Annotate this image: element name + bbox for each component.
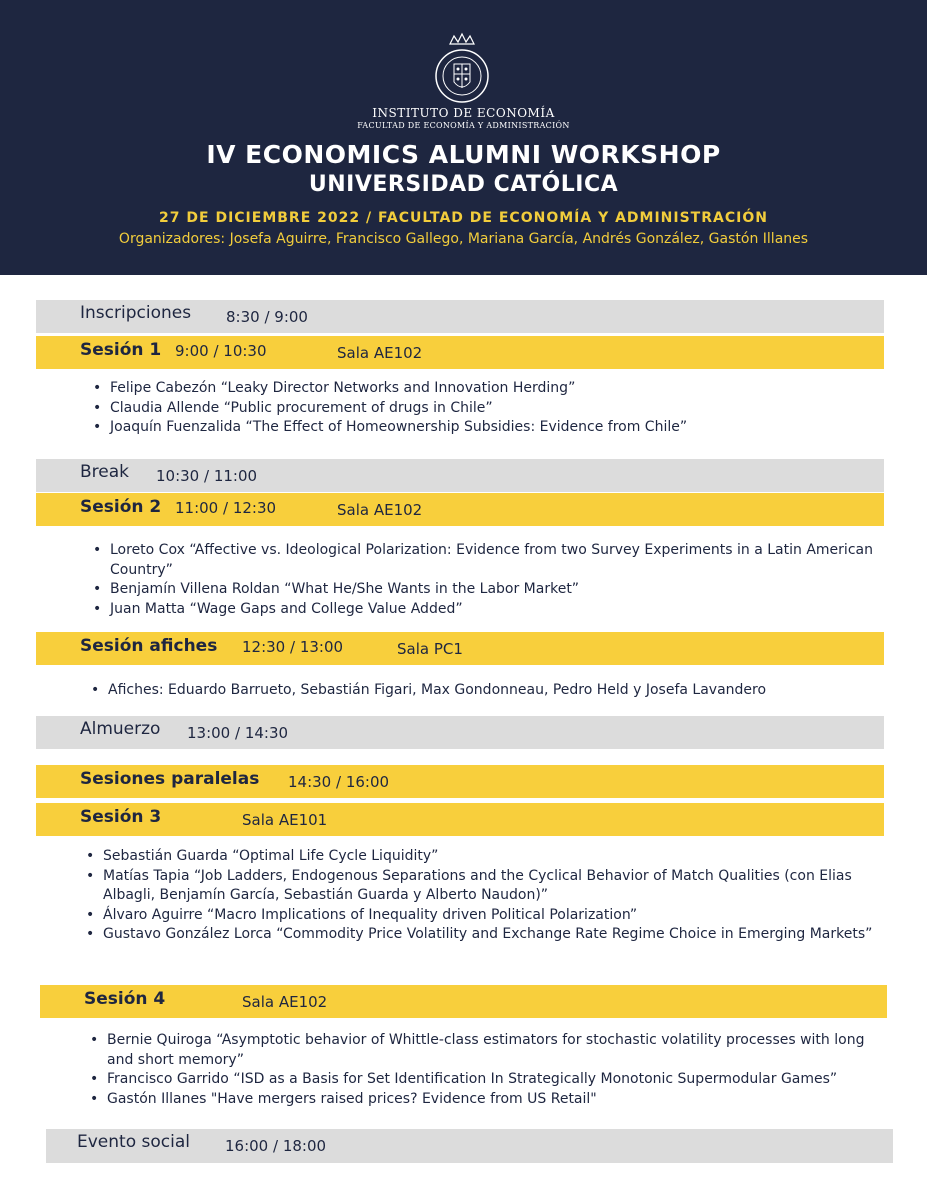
evento-social-bar: [46, 1129, 893, 1163]
list-item: • Afiches: Eduardo Barrueto, Sebastián Figari, Max Gondonneau, Pedro Held y Josefa Lavandero: [91, 682, 767, 698]
sesion1-talks: [85, 379, 885, 438]
list-item: • Matías Tapia “Job Ladders, Endogenous Separations and the Cyclical Behavior of Match Qualities (con Elias Albagli, Benjamín García, Sebastián Guarda y Alberto Naudon)”: [86, 867, 852, 903]
sesion3-room: Sala AE101: [242, 811, 328, 829]
event-title: IV ECONOMICS ALUMNI WORKSHOP: [206, 140, 721, 169]
university-seal-icon: [432, 30, 492, 110]
sesion2-room: Sala AE102: [337, 501, 423, 519]
inscripciones-time: 8:30 / 9:00: [226, 308, 308, 326]
sesion1-bar: [36, 336, 884, 369]
list-item: • Claudia Allende “Public procurement of drugs in Chile”: [93, 399, 493, 416]
sesion1-time: 9:00 / 10:30: [175, 342, 267, 360]
afiches-label: Sesión afiches: [80, 636, 218, 656]
paralelas-time: 14:30 / 16:00: [288, 773, 390, 791]
sesion4-label: Sesión 4: [84, 989, 166, 1009]
list-item: • Gastón Illanes "Have mergers raised prices? Evidence from US Retail": [90, 1090, 597, 1107]
sesion4-room: Sala AE102: [242, 993, 328, 1011]
evento-social-label: Evento social: [77, 1132, 190, 1152]
sesion3-talks: [78, 847, 886, 945]
afiches-bar: [36, 632, 884, 665]
list-item: • Loreto Cox “Affective vs. Ideological Polarization: Evidence from two Survey Experiments in a Latin American Country”: [93, 542, 873, 578]
list-item: • Sebastián Guarda “Optimal Life Cycle Liquidity”: [86, 848, 439, 864]
afiches-room: Sala PC1: [397, 640, 463, 658]
break-time: 10:30 / 11:00: [156, 467, 258, 485]
break-label: Break: [80, 462, 129, 482]
break-bar: [36, 459, 884, 492]
sesion4-bar: [40, 985, 887, 1018]
sesion1-label: Sesión 1: [80, 340, 162, 360]
almuerzo-bar: [36, 716, 884, 749]
institution-name: INSTITUTO DE ECONOMÍA: [372, 106, 555, 120]
sesion2-label: Sesión 2: [80, 497, 162, 517]
inscripciones-label: Inscripciones: [80, 303, 192, 323]
header-banner: [0, 0, 927, 275]
list-item: • Felipe Cabezón “Leaky Director Networks and Innovation Herding”: [93, 380, 576, 396]
sesion2-bar: [36, 493, 884, 526]
paralelas-bar: [36, 765, 884, 798]
sesion3-bar: [36, 803, 884, 836]
list-item: • Álvaro Aguirre “Macro Implications of Inequality driven Political Polarization”: [86, 906, 638, 923]
list-item: • Joaquín Fuenzalida “The Effect of Homeownership Subsidies: Evidence from Chile”: [93, 419, 688, 435]
almuerzo-label: Almuerzo: [80, 719, 161, 739]
sesion1-room: Sala AE102: [337, 344, 423, 362]
list-item: • Juan Matta “Wage Gaps and College Value Added”: [93, 600, 463, 617]
sesion3-label: Sesión 3: [80, 807, 162, 827]
faculty-name: FACULTAD DE ECONOMÍA Y ADMINISTRACIÓN: [357, 121, 570, 130]
inscripciones-bar: [36, 300, 884, 333]
organizers: Organizadores: Josefa Aguirre, Francisco Gallego, Mariana García, Andrés González, Gastón Illanes: [118, 231, 809, 247]
sesion4-talks: [82, 1031, 882, 1109]
sesion2-talks: [85, 541, 875, 619]
list-item: • Bernie Quiroga “Asymptotic behavior of Whittle-class estimators for stochastic volatility processes with long and short memory”: [90, 1032, 865, 1068]
almuerzo-time: 13:00 / 14:30: [187, 724, 289, 742]
event-subtitle: UNIVERSIDAD CATÓLICA: [308, 172, 619, 197]
list-item: • Benjamín Villena Roldan “What He/She Wants in the Labor Market”: [93, 581, 580, 597]
afiches-talks: [83, 681, 883, 701]
event-date-place: 27 DE DICIEMBRE 2022 / FACULTAD DE ECONOMÍA Y ADMINISTRACIÓN: [159, 210, 768, 226]
sesion2-time: 11:00 / 12:30: [175, 499, 277, 517]
afiches-time: 12:30 / 13:00: [242, 638, 344, 656]
list-item: • Francisco Garrido “ISD as a Basis for Set Identification In Strategically Monotonic Supermodular Games”: [90, 1071, 838, 1087]
evento-social-time: 16:00 / 18:00: [225, 1137, 327, 1155]
list-item: • Gustavo González Lorca “Commodity Price Volatility and Exchange Rate Regime Choice in Emerging Markets”: [86, 926, 873, 942]
paralelas-label: Sesiones paralelas: [80, 769, 260, 789]
